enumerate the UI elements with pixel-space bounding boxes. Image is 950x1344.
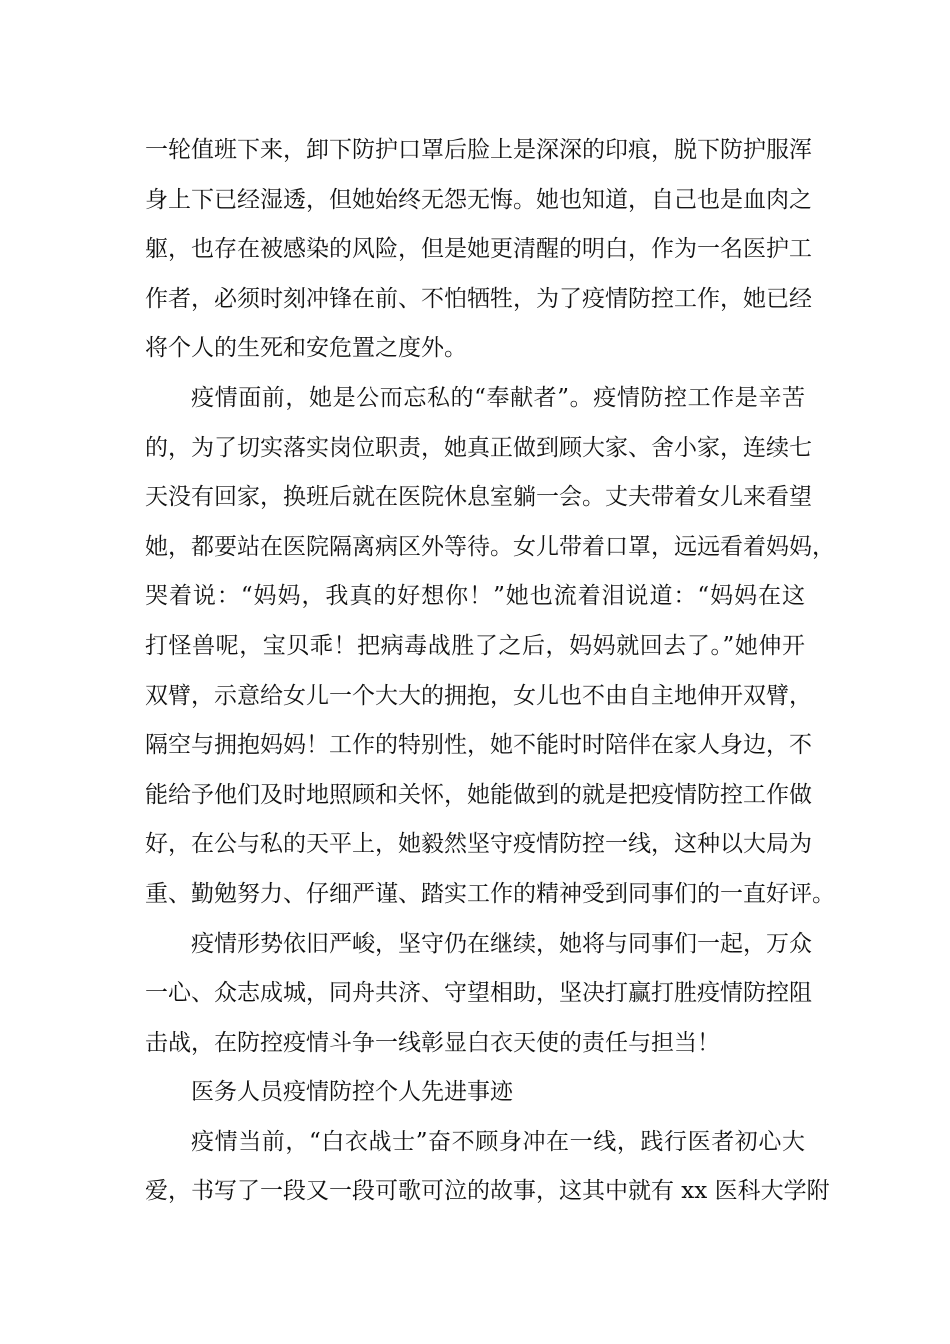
text-line: 将个人的生死和安危置之度外。: [145, 335, 467, 362]
text-line: 击战，在防控疫情斗争一线彰显白衣天使的责任与担当！: [145, 1029, 720, 1056]
text-line: 躯，也存在被感染的风险，但是她更清醒的明白，作为一名医护工: [145, 236, 812, 263]
text-line: 爱，书写了一段又一段可歌可泣的故事，这其中就有 xx 医科大学附: [145, 1178, 830, 1205]
text-line: 打怪兽呢，宝贝乖！把病毒战胜了之后，妈妈就回去了。”她伸开: [145, 632, 805, 659]
section-heading: 医务人员疫情防控个人先进事迹: [191, 1079, 513, 1106]
text-line: 她，都要站在医院隔离病区外等待。女儿带着口罩，远远看着妈妈，: [145, 533, 835, 560]
text-line: 一轮值班下来，卸下防护口罩后脸上是深深的印痕，脱下防护服浑: [145, 137, 812, 163]
text-line: 疫情面前，她是公而忘私的“奉献者”。疫情防控工作是辛苦: [191, 384, 805, 411]
text-line: 双臂，示意给女儿一个大大的拥抱，女儿也不由自主地伸开双臂，: [145, 682, 812, 709]
text-line: 能给予他们及时地照顾和关怀，她能做到的就是把疫情防控工作做: [145, 781, 812, 808]
text-line: 重、勤勉努力、仔细严谨、踏实工作的精神受到同事们的一直好评。: [145, 880, 835, 907]
text-line: 的，为了切实落实岗位职责，她真正做到顾大家、舍小家，连续七: [145, 434, 812, 461]
text-line: 哭着说：“妈妈，我真的好想你！”她也流着泪说道：“妈妈在这: [145, 583, 805, 610]
text-line: 疫情当前，“白衣战士”奋不顾身冲在一线，践行医者初心大: [191, 1128, 805, 1155]
text-line: 天没有回家，换班后就在医院休息室躺一会。丈夫带着女儿来看望: [145, 484, 812, 511]
text-line: 疫情形势依旧严峻，坚守仍在继续，她将与同事们一起，万众: [191, 930, 812, 957]
text-line: 隔空与拥抱妈妈！工作的特别性，她不能时时陪伴在家人身边，不: [145, 732, 812, 759]
text-line: 作者，必须时刻冲锋在前、不怕牺牲，为了疫情防控工作，她已经: [145, 285, 812, 312]
text-line: 一心、众志成城，同舟共济、守望相助，坚决打赢打胜疫情防控阻: [145, 980, 812, 1007]
body-text: [145, 126, 835, 1217]
text-line: 身上下已经湿透，但她始终无怨无悔。她也知道，自己也是血肉之: [145, 186, 812, 213]
text-line: 好，在公与私的天平上，她毅然坚守疫情防控一线，这种以大局为: [145, 831, 812, 858]
